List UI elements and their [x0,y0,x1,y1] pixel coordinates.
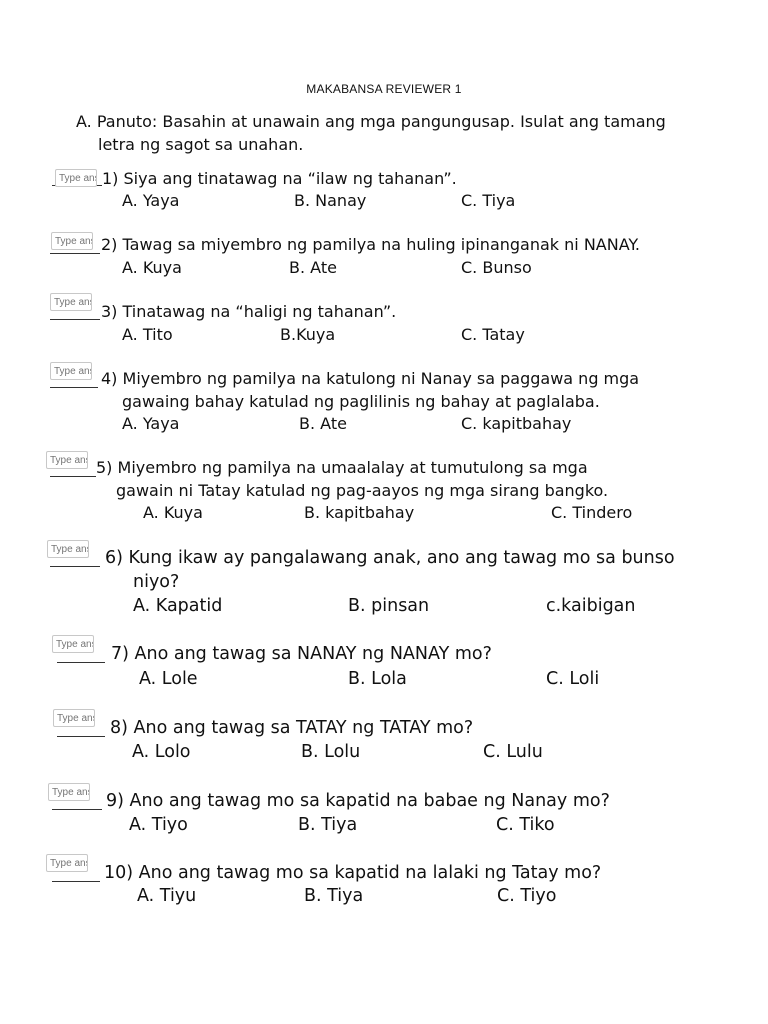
question-text-line-1: 5) Miyembro ng pamilya na umaalalay at tumutulong sa mga [96,458,588,477]
answer-line [52,809,102,810]
question-text: 8) Ano ang tawag sa TATAY ng TATAY mo? [110,718,474,738]
option-b: B.Kuya [280,325,336,344]
answer-line [57,736,105,737]
answer-line [52,881,100,882]
option-c: C. kapitbahay [461,414,572,433]
question-text-line-2: gawaing bahay katulad ng paglilinis ng bahay at paglalaba. [122,392,600,411]
answer-input-8[interactable] [53,709,95,727]
question-text: 3) Tinatawag na “haligi ng tahanan”. [101,302,397,321]
instructions-line-1: A. Panuto: Basahin at unawain ang mga pangungusap. Isulat ang tamang [76,112,666,131]
option-a: A. Lolo [132,742,191,762]
question-text-line-1: 6) Kung ikaw ay pangalawang anak, ano ang tawag mo sa bunso [105,548,675,568]
option-a: A. Kuya [122,258,182,277]
question-text: 2) Tawag sa miyembro ng pamilya na huling ipinanganak ni NANAY. [101,235,641,254]
answer-input-5[interactable] [46,451,88,469]
option-b: B. Tiya [304,886,364,906]
answer-input-6[interactable] [47,540,89,558]
option-b: B. Ate [289,258,337,277]
option-b: B. Lolu [301,742,361,762]
option-c: C. Tatay [461,325,525,344]
question-text: 9) Ano ang tawag mo sa kapatid na babae ng Nanay mo? [106,791,610,811]
answer-line [50,387,98,388]
option-b: B. Lola [348,669,407,689]
answer-line [50,253,100,254]
option-b: B. pinsan [348,596,430,616]
answer-input-7[interactable] [52,635,94,653]
answer-line [50,476,96,477]
question-text: 7) Ano ang tawag sa NANAY ng NANAY mo? [111,644,492,664]
option-c: C. Tindero [551,503,633,522]
instructions-line-2: letra ng sagot sa unahan. [98,135,304,154]
option-c: C. Tiyo [497,886,557,906]
answer-input-10[interactable] [46,854,88,872]
option-a: A. Lole [139,669,198,689]
question-text-line-1: 4) Miyembro ng pamilya na katulong ni Nanay sa paggawa ng mga [101,369,640,388]
page-title: MAKABANSA REVIEWER 1 [306,82,462,96]
question-text: 1) Siya ang tinatawag na “ilaw ng tahanan”. [102,169,457,188]
option-c: c.kaibigan [546,596,636,616]
option-a: A. Tito [122,325,173,344]
option-c: C. Tiya [461,191,516,210]
option-a: A. Kapatid [133,596,223,616]
option-c: C. Lulu [483,742,543,762]
answer-input-3[interactable] [50,293,92,311]
option-c: C. Loli [546,669,600,689]
option-a: A. Kuya [143,503,203,522]
question-text: 10) Ano ang tawag mo sa kapatid na lalaki ng Tatay mo? [104,863,602,883]
instructions [76,110,736,156]
option-b: B. Ate [299,414,347,433]
answer-input-4[interactable] [50,362,92,380]
question-text-line-2: niyo? [133,572,180,592]
option-a: A. Tiyu [137,886,197,906]
question-text-line-2: gawain ni Tatay katulad ng pag-aayos ng mga sirang bangko. [116,481,609,500]
option-c: C. Bunso [461,258,532,277]
option-c: C. Tiko [496,815,555,835]
answer-input-1[interactable] [55,169,97,187]
option-a: A. Tiyo [129,815,188,835]
answer-input-9[interactable] [48,783,90,801]
answer-input-2[interactable] [51,232,93,250]
answer-line [50,566,100,567]
answer-line [57,662,105,663]
option-b: B. Nanay [294,191,367,210]
option-b: B. kapitbahay [304,503,415,522]
answer-line [50,319,100,320]
option-b: B. Tiya [298,815,358,835]
option-a: A. Yaya [122,191,180,210]
option-a: A. Yaya [122,414,180,433]
